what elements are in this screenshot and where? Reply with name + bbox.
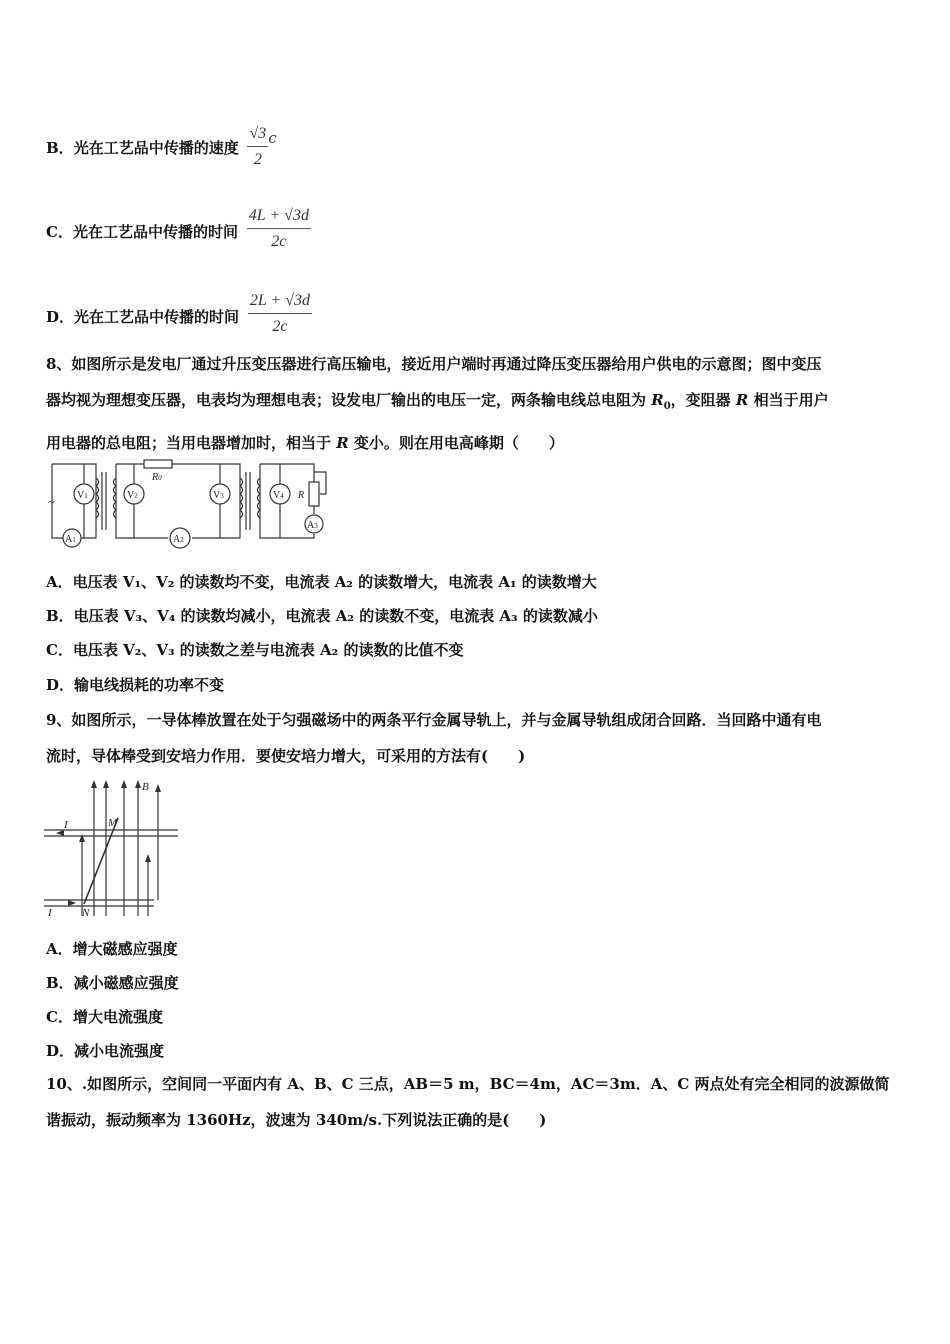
r0-subscript: 0 (663, 401, 671, 412)
fraction-denominator: 2c (271, 233, 287, 250)
q8-stem (46, 346, 908, 461)
r-symbol: R (336, 434, 349, 452)
q8-option-c: C．电压表 V₂、V₃ 的读数之差与电流表 A₂ 的读数的比值不变 (46, 641, 464, 659)
fraction-numerator: √3 (247, 124, 268, 147)
meter-v3: V3 (213, 490, 224, 501)
q8-option-d: D．输电线损耗的功率不变 (46, 676, 225, 694)
source-symbol: ~ (48, 495, 55, 509)
label-m: M (108, 817, 118, 829)
q8-option-a: A．电压表 V₁、V₂ 的读数均不变，电流表 A₂ 的读数增大，电流表 A₁ 的读数增大 (46, 573, 597, 591)
fraction-numerator: 4L + √3d (247, 206, 311, 229)
q9-option-d: D．减小电流强度 (46, 1042, 165, 1060)
q8-stem-line: 器均视为理想变压器，电表均为理想电表；设发电厂输出的电压一定，两条输电线总电阻为 $R_0$，变阻器 R 相当于用户 (46, 391, 829, 412)
option-label: B． (46, 139, 74, 157)
q9-stem-line: 9、如图所示，一导体棒放置在处于匀强磁场中的两条平行金属导轨上，并与金属导轨组成闭合回路．当回路中通有电 (46, 711, 822, 729)
fraction (247, 206, 311, 252)
q9-option-b: B．减小磁感应强度 (46, 974, 179, 992)
r-symbol: R (735, 391, 749, 409)
meter-v4: V4 (273, 490, 284, 501)
option-text: 光在工艺品中传播的速度 (73, 139, 239, 157)
q8-stem-line: 用电器的总电阻；当用电器增加时，相当于 R 变小。则在用电高峰期（ ） (46, 434, 564, 452)
q9-stem-line: 流时，导体棒受到安培力作用．要使安培力增大，可采用的方法有( ) (46, 747, 526, 765)
q7-option-c (46, 207, 311, 256)
meter-a1: A1 (65, 534, 76, 545)
q10-stem (46, 1066, 908, 1138)
label-i-bottom: I (48, 907, 52, 918)
r0-symbol: R (651, 391, 664, 409)
option-label: C． (46, 223, 73, 241)
resistor-label: R0 (152, 472, 162, 483)
q9-magnetic-field-diagram (44, 778, 184, 918)
meter-a3: A3 (307, 520, 318, 531)
label-b: B (142, 781, 149, 793)
label-i-top: I (64, 819, 68, 831)
fraction (247, 124, 268, 170)
q7-option-b (46, 126, 277, 172)
option-text: 光在工艺品中传播的时间 (74, 308, 240, 326)
meter-v2: V2 (127, 490, 138, 501)
q9-option-a: A．增大磁感应强度 (46, 940, 178, 958)
q9-option-c: C．增大电流强度 (46, 1008, 163, 1026)
option-label: D． (46, 308, 75, 326)
fraction-suffix: c (268, 129, 277, 147)
label-n: N (82, 907, 90, 918)
q8-circuit-diagram (44, 458, 334, 550)
q10-stem-line: 10、.如图所示，空间同一平面内有 A、B、C 三点，AB＝5 m，BC＝4m，AC＝3m．A、C 两点处有完全相同的波源做简 (46, 1075, 890, 1093)
q7-option-d (46, 292, 312, 341)
fraction-numerator: 2L + √3d (248, 291, 312, 314)
option-text: 光在工艺品中传播的时间 (72, 223, 238, 241)
fraction (248, 291, 312, 337)
meter-v1: V1 (77, 490, 88, 501)
meter-a2: A2 (173, 534, 184, 545)
fraction-denominator: 2c (272, 318, 288, 335)
q9-stem (46, 702, 908, 774)
q8-stem-line: 8、如图所示是发电厂通过升压变压器进行高压输电，接近用户端时再通过降压变压器给用户供电的示意图；图中变压 (46, 355, 822, 373)
q8-option-b: B．电压表 V₃、V₄ 的读数均减小，电流表 A₂ 的读数不变，电流表 A₃ 的读数减小 (46, 607, 598, 625)
var-resistor-label: R (298, 490, 305, 501)
q10-stem-line: 谐振动，振动频率为 1360Hz，波速为 340m/s.下列说法正确的是( ) (46, 1111, 547, 1129)
fraction-denominator: 2 (253, 151, 262, 168)
